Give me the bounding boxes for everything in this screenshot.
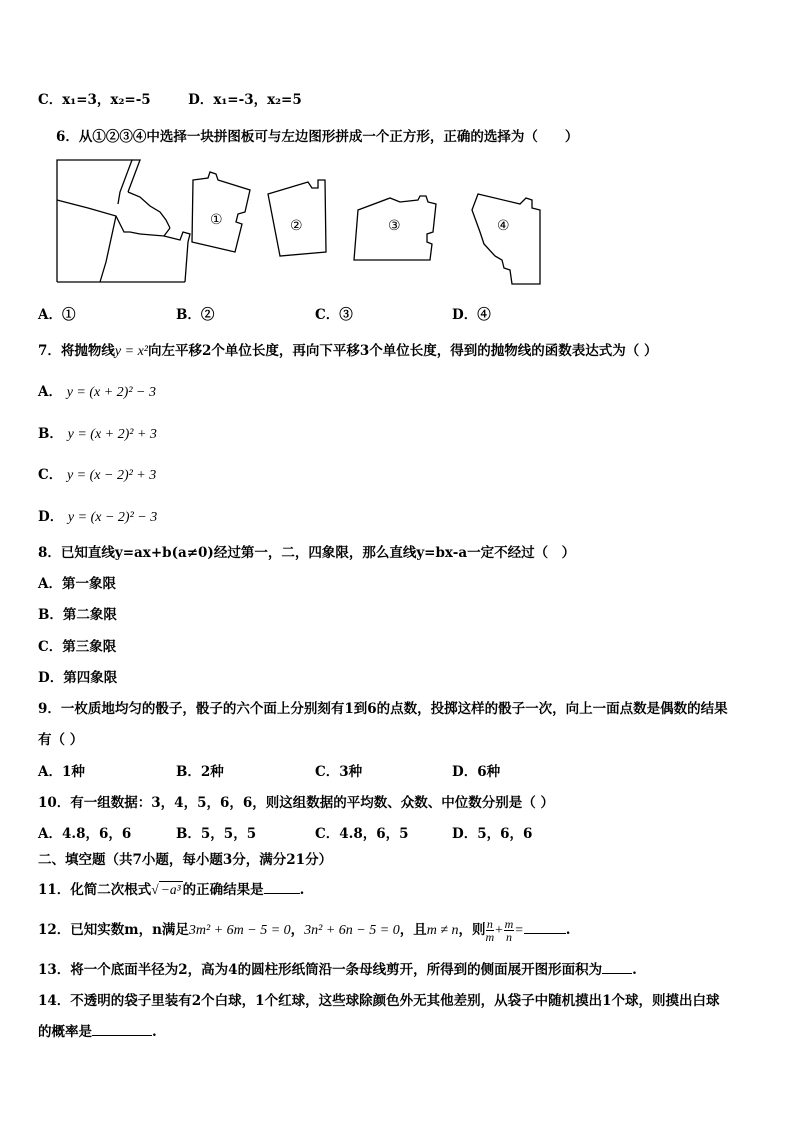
q6-option-a: A．① (38, 307, 76, 323)
q9-option-c: C．3种 (315, 764, 363, 780)
q12-frac-n-over-m (486, 918, 495, 943)
q12-equals: = (514, 923, 524, 938)
q6-option-c: C．③ (315, 307, 353, 323)
q12 (38, 918, 570, 943)
q14-line2 (38, 1020, 157, 1040)
q7-option-c-label: C． (38, 467, 63, 483)
q8-stem: 8．已知直线y=ax+b(a≠0)经过第一，二，四象限，那么直线y=bx-a一定不经过（ ） (38, 545, 576, 561)
q7-stem-pre: 7．将抛物线 (38, 343, 115, 359)
section-2-title: 二、填空题（共7小题，每小题3分，满分21分） (38, 852, 333, 868)
q12-cond: m ≠ n (426, 923, 459, 938)
q14-end: . (152, 1024, 157, 1040)
q6-piece-4-label: ④ (497, 218, 510, 234)
q12-end: . (565, 922, 571, 938)
q7-option-a (38, 380, 156, 401)
q7-option-b-expr: y = (x + 2)² + 3 (67, 427, 157, 442)
q11-pre: 11．化简二次根式 (38, 882, 152, 898)
q7-option-d-expr: y = (x − 2)² − 3 (67, 510, 158, 525)
q12-eq1: 3m² + 6m − 5 = 0 (188, 923, 291, 938)
q6-piece-1-label: ① (210, 212, 223, 228)
q6-left-figure (57, 160, 190, 282)
q8-option-a: A．第一象限 (38, 576, 116, 592)
q7-option-d (38, 505, 157, 526)
q9-option-b: B．2种 (176, 764, 224, 780)
q11-end: . (299, 882, 305, 898)
q13-answer-blank[interactable] (602, 961, 632, 974)
q7-option-a-expr: y = (x + 2)² − 3 (66, 385, 156, 400)
q5-option-c: x₁=3，x₂=-5 (62, 92, 151, 108)
q6-figure (40, 152, 560, 290)
q8-option-b: B．第二象限 (38, 607, 117, 623)
q7-stem-math: y = x² (114, 344, 148, 359)
q5-option-d: x₁=-3，x₂=5 (213, 92, 302, 108)
q13-end: . (632, 962, 637, 978)
q12-sep: ， (290, 922, 305, 938)
q12-frac1-den: m (485, 930, 495, 944)
q8-option-c: C．第三象限 (38, 639, 117, 655)
q6-piece-4 (472, 194, 540, 284)
q14-answer-blank[interactable] (92, 1023, 152, 1036)
q7-stem-post: 向左平移2个单位长度，再向下平移3个单位长度，得到的抛物线的函数表达式为（ ） (147, 343, 658, 359)
q7-option-a-label: A． (38, 384, 62, 400)
q11-radicand: −a³ (160, 882, 181, 897)
q11 (38, 878, 304, 898)
q5-option-d-label: D． (188, 92, 214, 108)
q9-stem-line1: 9．一枚质地均匀的骰子，骰子的六个面上分别刻有1到6的点数，投掷这样的骰子一次，向上一面点数是偶数的结果 (38, 701, 728, 717)
q7-option-b (38, 422, 157, 443)
q13 (38, 958, 637, 978)
q11-answer-blank[interactable] (264, 881, 300, 894)
q7-option-c (38, 463, 156, 484)
q12-then: ，则 (458, 922, 486, 938)
q6-piece-2-label: ② (290, 218, 303, 234)
q7-option-d-label: D． (38, 509, 64, 525)
q10-option-a: A．4.8，6，6 (38, 826, 132, 842)
q6-option-b: B．② (176, 307, 215, 323)
q14-line2-text: 的概率是 (38, 1024, 92, 1040)
q12-frac-m-over-n (504, 918, 515, 943)
q10-option-c: C．4.8，6，5 (315, 826, 409, 842)
q10-option-d: D．5，6，6 (452, 826, 533, 842)
q12-frac1-num: n (486, 917, 493, 931)
q13-text: 13．将一个底面半径为2，高为4的圆柱形纸筒沿一条母线剪开，所得到的侧面展开图形面积为 (38, 962, 603, 978)
q9-option-a: A．1种 (38, 764, 85, 780)
q12-answer-blank[interactable] (524, 921, 566, 934)
q12-mid: ，且 (399, 922, 427, 938)
q12-plus: + (494, 923, 504, 938)
q11-sqrt: √ −a³ (151, 882, 181, 897)
q8-option-d: D．第四象限 (38, 670, 118, 686)
q9-option-d: D．6种 (452, 764, 501, 780)
q12-frac2-num: m (504, 917, 514, 931)
q10-stem: 10．有一组数据：3，4，5，6，6，则这组数据的平均数、众数、中位数分别是（ ） (38, 795, 554, 811)
q12-pre: 12．已知实数m，n满足 (38, 922, 189, 938)
q6-stem: 6．从①②③④中选择一块拼图板可与左边图形拼成一个正方形，正确的选择为（ ） (56, 129, 579, 145)
q7-option-b-label: B． (38, 426, 63, 442)
q7-option-c-expr: y = (x − 2)² + 3 (66, 468, 157, 483)
q9-stem-line2: 有（ ） (38, 732, 84, 748)
q11-post: 的正确结果是 (182, 882, 264, 898)
q6-option-d: D．④ (452, 307, 491, 323)
q7-stem (38, 339, 657, 360)
q12-eq2: 3n² + 6n − 5 = 0 (304, 923, 400, 938)
q5-option-c-label: C． (38, 92, 63, 108)
q5-options (38, 88, 302, 108)
q14-line1: 14．不透明的袋子里装有2个白球，1个红球，这些球除颜色外无其他差别，从袋子中随机摸出1个球，则摸出白球 (38, 993, 720, 1009)
q6-piece-3-label: ③ (388, 218, 401, 234)
q10-option-b: B．5，5，5 (176, 826, 257, 842)
q12-frac2-den: n (505, 930, 512, 944)
